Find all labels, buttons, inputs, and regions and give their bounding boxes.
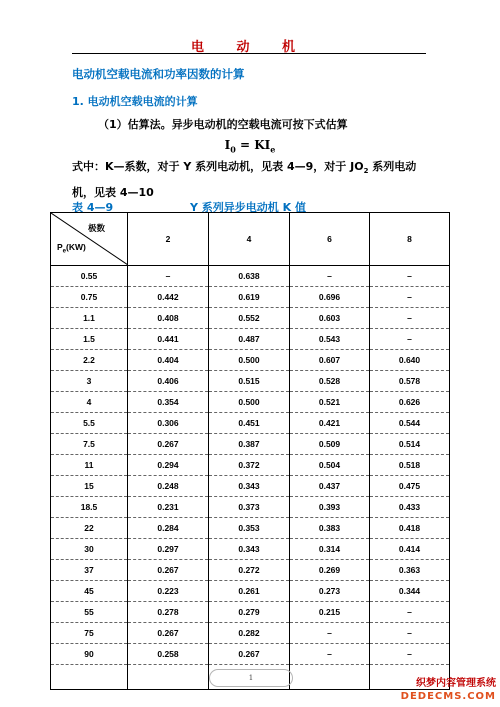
k-value-cell: 0.353 [209,518,290,539]
section-title: 电动机空载电流和功率因数的计算 [72,67,245,81]
k-value-cell: – [370,623,450,644]
power-cell: 11 [51,455,128,476]
power-cell: 90 [51,644,128,665]
table-number: 表 4—9 [72,201,114,214]
k-value-cell: 0.215 [290,602,370,623]
k-value-cell: 0.521 [290,392,370,413]
k-value-cell: 0.294 [128,455,209,476]
corner-power-symbol: P [57,242,63,253]
empty-cell [51,665,128,690]
k-value-cell: 0.343 [209,539,290,560]
k-value-cell: 0.344 [370,581,450,602]
power-cell: 37 [51,560,128,581]
power-cell: 75 [51,623,128,644]
table-row [51,413,450,434]
k-value-cell: – [370,266,450,287]
k-value-cell: 0.638 [209,266,290,287]
paragraph-sub: 2 [363,167,369,176]
k-value-cell: 0.515 [209,371,290,392]
table-row [51,392,450,413]
column-header: 4 [209,213,290,266]
k-value-cell: 0.383 [290,518,370,539]
power-cell: 7.5 [51,434,128,455]
k-value-cell: 0.284 [128,518,209,539]
k-value-cell: 0.248 [128,476,209,497]
k-value-cell: 0.696 [290,287,370,308]
k-value-cell: 0.437 [290,476,370,497]
k-value-cell: – [370,308,450,329]
k-value-cell: 0.433 [370,497,450,518]
k-value-cell: 0.269 [290,560,370,581]
column-header: 6 [290,213,370,266]
table-row [51,644,450,665]
k-value-cell: 0.441 [128,329,209,350]
power-cell: 5.5 [51,413,128,434]
table-caption [72,199,432,213]
k-value-cell: 0.528 [290,371,370,392]
k-value-cell: – [128,266,209,287]
page-title: 电 动 机 [190,40,310,55]
k-value-cell: 0.408 [128,308,209,329]
k-value-cell: 0.267 [128,434,209,455]
table-row [51,308,450,329]
table-row [51,497,450,518]
k-value-cell: 0.509 [290,434,370,455]
table-row [51,623,450,644]
diagonal-line [51,213,128,265]
k-value-cell: 0.306 [128,413,209,434]
column-header: 2 [128,213,209,266]
k-value-cell: 0.393 [290,497,370,518]
power-cell: 1.5 [51,329,128,350]
k-value-cell: 0.373 [209,497,290,518]
k-value-cell: 0.475 [370,476,450,497]
table-row [51,581,450,602]
table-row [51,371,450,392]
k-value-cell: 0.231 [128,497,209,518]
k-value-cell: – [370,329,450,350]
k-value-cell: – [370,602,450,623]
formula-rhs: = KI [235,138,271,152]
table-row [51,455,450,476]
empty-cell [290,665,370,690]
power-cell: 55 [51,602,128,623]
corner-label-poles: 极数 [87,223,105,233]
watermark-line2: DEDECMS.COM [400,691,496,702]
method-text: （1）估算法。异步电动机的空载电流可按下式估算 [98,118,348,131]
table-header-row [51,213,450,266]
k-value-cell: 0.404 [128,350,209,371]
k-value-cell: 0.406 [128,371,209,392]
k-value-cell: – [370,644,450,665]
k-value-cell: 0.544 [370,413,450,434]
page-number: 1 [209,669,293,687]
k-value-cell: 0.261 [209,581,290,602]
k-value-cell: 0.607 [290,350,370,371]
k-value-cell: 0.640 [370,350,450,371]
table-row [51,266,450,287]
corner-power-unit: (KW) [66,242,86,253]
power-cell: 3 [51,371,128,392]
k-value-cell: 0.297 [128,539,209,560]
k-value-cell: 0.258 [128,644,209,665]
k-value-cell: 0.500 [209,392,290,413]
k-value-cell: – [290,644,370,665]
k-value-cell: – [290,266,370,287]
k-value-cell: 0.363 [370,560,450,581]
power-cell: 4 [51,392,128,413]
table-row [51,350,450,371]
empty-cell [128,665,209,690]
header-rule [72,53,426,54]
k-value-cell: 0.223 [128,581,209,602]
corner-label-power [57,242,86,255]
k-value-cell: – [370,287,450,308]
table-corner-cell [51,213,128,266]
k-value-cell: 0.619 [209,287,290,308]
k-value-cell: 0.414 [370,539,450,560]
paragraph-part2: 系列电动机，见表 4—10 [72,160,417,200]
k-value-cell: 0.273 [290,581,370,602]
table-body [51,266,450,690]
k-value-cell: 0.418 [370,518,450,539]
watermark-line1: 织梦内容管理系统 [416,678,496,689]
power-cell: 18.5 [51,497,128,518]
k-value-cell: 0.372 [209,455,290,476]
k-value-cell: 0.518 [370,455,450,476]
k-value-cell: 0.282 [209,623,290,644]
formula [0,138,500,154]
formula-lhs: I [224,138,231,152]
table-row [51,602,450,623]
k-value-cell: 0.603 [290,308,370,329]
k-value-cell: 0.504 [290,455,370,476]
table-row [51,287,450,308]
table-row [51,560,450,581]
table-row [51,518,450,539]
k-value-cell: 0.442 [128,287,209,308]
k-value-cell: 0.278 [128,602,209,623]
k-value-cell: 0.267 [128,623,209,644]
table-title: Y 系列异步电动机 K 值 [190,201,306,214]
k-value-cell: – [290,623,370,644]
k-value-cell: 0.314 [290,539,370,560]
formula-lhs-sub: 0 [230,144,236,155]
k-value-cell: 0.267 [128,560,209,581]
k-value-cell: 0.343 [209,476,290,497]
k-value-cell: 0.354 [128,392,209,413]
power-cell: 30 [51,539,128,560]
table-row [51,476,450,497]
k-value-cell: 0.387 [209,434,290,455]
power-cell: 15 [51,476,128,497]
power-cell: 0.75 [51,287,128,308]
k-value-cell: 0.267 [209,644,290,665]
formula-rhs-sub: e [270,144,276,155]
paragraph-part1: 式中：K—系数，对于 Y 系列电动机，见表 4—9，对于 JO [72,160,364,173]
table-row [51,539,450,560]
k-value-cell: 0.626 [370,392,450,413]
paragraph [72,156,432,203]
k-value-cell: 0.279 [209,602,290,623]
k-value-cell: 0.500 [209,350,290,371]
table-row [51,434,450,455]
power-cell: 45 [51,581,128,602]
k-value-cell: 0.514 [370,434,450,455]
k-value-cell: 0.451 [209,413,290,434]
k-value-cell: 0.272 [209,560,290,581]
power-cell: 1.1 [51,308,128,329]
power-cell: 2.2 [51,350,128,371]
k-value-cell: 0.421 [290,413,370,434]
column-header: 8 [370,213,450,266]
k-value-cell: 0.487 [209,329,290,350]
watermark-logo [401,677,496,703]
corner-power-sub: e [62,249,67,255]
table-row [51,329,450,350]
power-cell: 0.55 [51,266,128,287]
k-value-cell: 0.552 [209,308,290,329]
subsection-title: 1. 电动机空载电流的计算 [72,95,198,108]
k-value-table [50,212,450,690]
k-value-cell: 0.543 [290,329,370,350]
k-value-cell: 0.578 [370,371,450,392]
power-cell: 22 [51,518,128,539]
